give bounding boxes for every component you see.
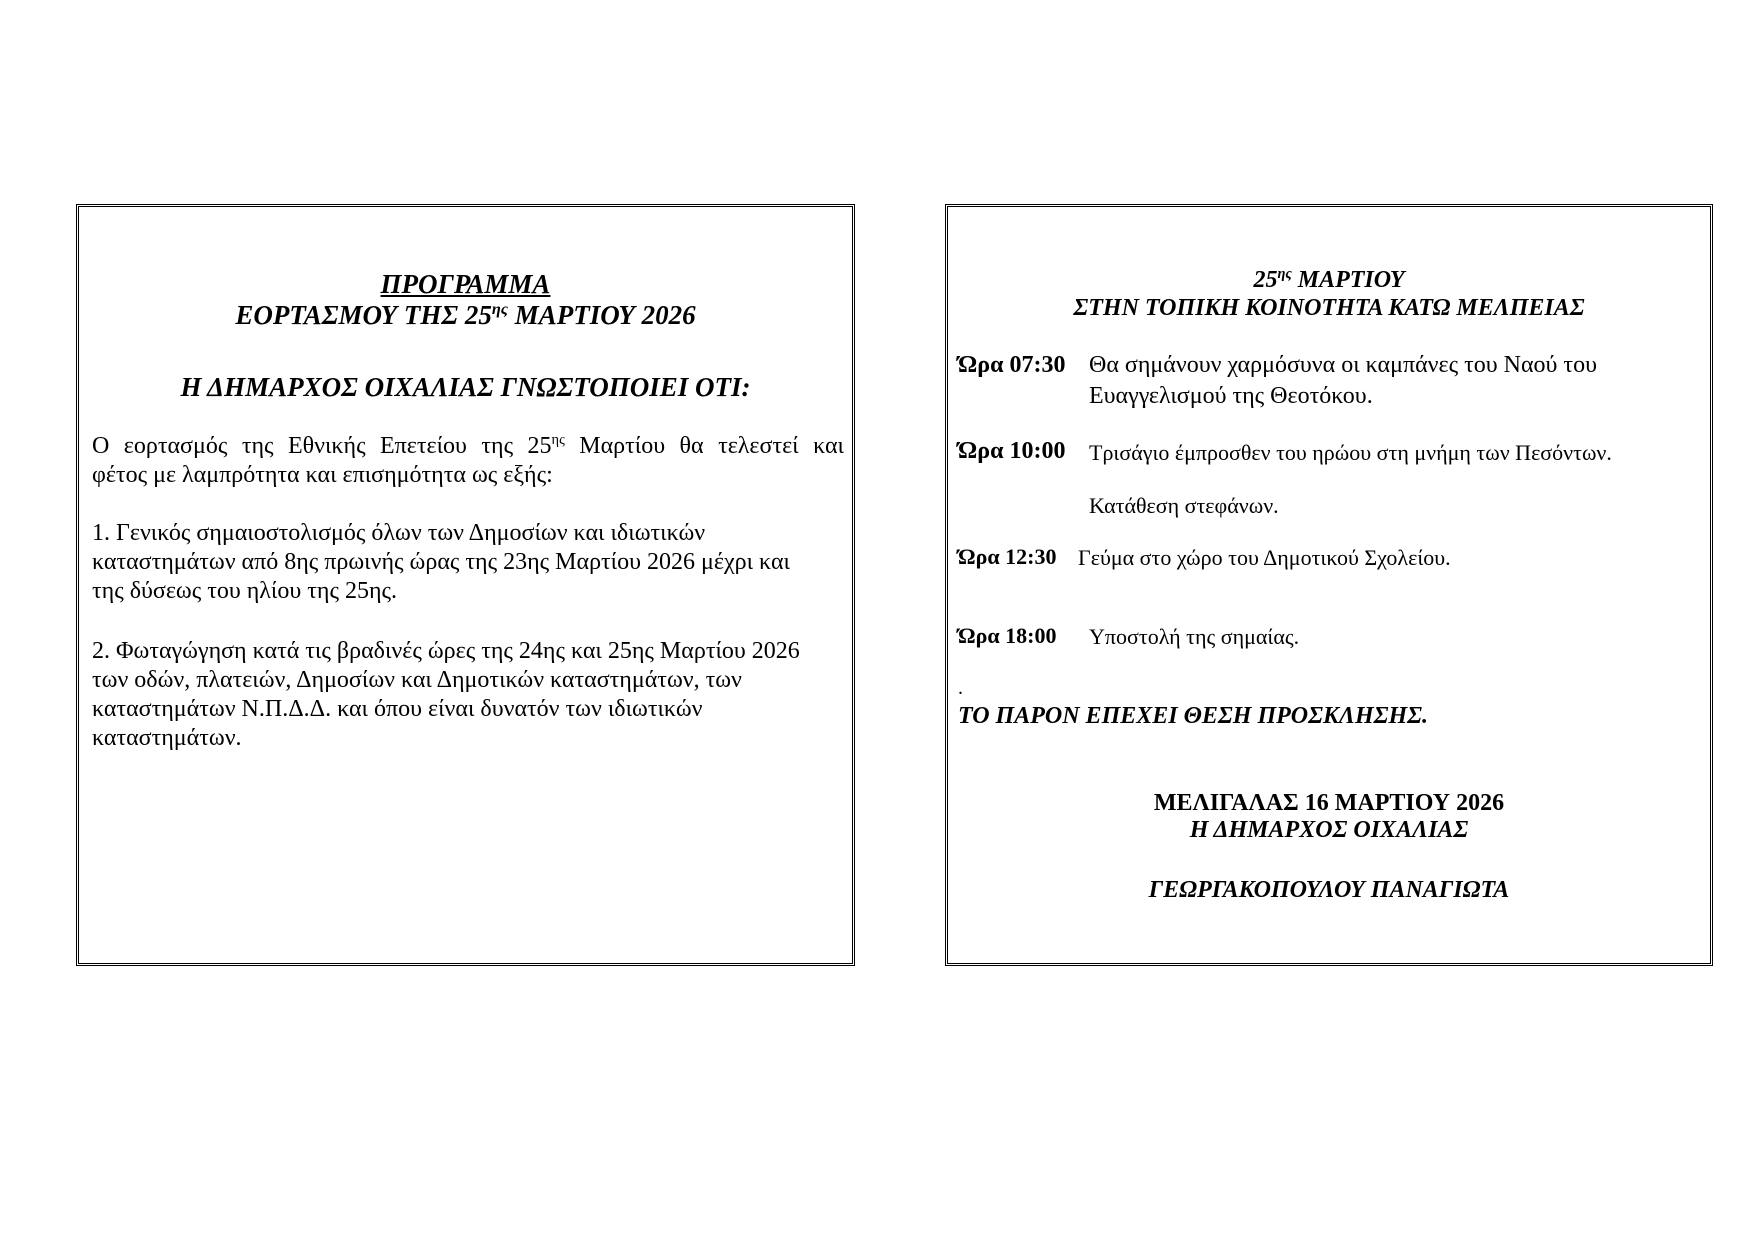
item-1-line: 1. Γενικός σημαιοστολισμός όλων των Δημοσίων και ιδιωτικών (92, 520, 706, 546)
invitation-note: ΤΟ ΠΑΡΟΝ ΕΠΕΧΕΙ ΘΕΣΗ ΠΡΟΣΚΛΗΣΗΣ. (958, 703, 1429, 729)
schedule-description (1089, 490, 1279, 521)
schedule-description-line: Θα σημάνουν χαρμόσυνα οι καμπάνες του Ναού του (1089, 352, 1597, 378)
place-date (948, 790, 1710, 817)
program-title: ΠΡΟΓΡΑΜΜΑ (380, 269, 551, 299)
intro-line-2: φέτος με λαμπρότητα και επισημότητα ως εξής: (92, 462, 553, 488)
item-2-line: καταστημάτων Ν.Π.Δ.Δ. και όπου είναι δυνατόν των ιδιωτικών (92, 696, 703, 722)
local-heading-text-end: ΜΑΡΤΙΟΥ (1291, 267, 1405, 293)
schedule-description (1089, 621, 1299, 652)
schedule-time: Ώρα 10:00 (958, 438, 1066, 464)
item-1-line: της δύσεως του ηλίου της 25ης. (92, 578, 398, 604)
item-1-line: καταστημάτων από 8ης πρωινής ώρας της 23ης Μαρτίου 2026 μέχρι και (92, 549, 790, 575)
intro-line-1-text-end: Μαρτίου θα τελεστεί και (564, 433, 844, 459)
item-2-line: 2. Φωταγώγηση κατά τις βραδινές ώρες της 24ης και 25ης Μαρτίου 2026 (92, 638, 800, 664)
announcement-heading: Η ΔΗΜΑΡΧΟΣ ΟΙΧΑΛΙΑΣ ΓΝΩΣΤΟΠΟΙΕΙ ΟΤΙ: (180, 372, 751, 402)
local-heading-sup: ης (1277, 266, 1292, 282)
schedule-description (1089, 350, 1597, 412)
program-subtitle (79, 300, 852, 331)
schedule-description (1089, 437, 1612, 468)
place-date-text: ΜΕΛΙΓΑΛΑΣ 16 ΜΑΡΤΙΟΥ 2026 (1153, 790, 1505, 816)
signer-title: Η ΔΗΜΑΡΧΟΣ ΟΙΧΑΛΙΑΣ (1189, 817, 1469, 843)
intro-line-1 (92, 432, 844, 461)
schedule-description-line: Κατάθεση στεφάνων. (1089, 493, 1279, 518)
program-subtitle-sup: ης (491, 300, 508, 318)
schedule-description-line: Υποστολή της σημαίας. (1089, 624, 1300, 649)
schedule-description (1078, 542, 1451, 573)
schedule-description-line: Ευαγγελισμού της Θεοτόκου. (1089, 383, 1373, 409)
schedule-time: Ώρα 07:30 (958, 352, 1066, 378)
local-heading (948, 267, 1710, 294)
schedule-time: Ώρα 18:00 (958, 623, 1057, 648)
dot-mark: . (958, 677, 963, 699)
program-subtitle-text: ΕΟΡΤΑΣΜΟΥ ΤΗΣ 25 (235, 300, 492, 330)
local-heading-text: 25 (1253, 267, 1278, 293)
item-2-paragraph (92, 637, 844, 753)
intro-line-1-text: Ο εορτασμός της Εθνικής Επετείου της 25 (92, 433, 552, 459)
schedule-description-line: Τρισάγιο έμπροσθεν του ηρώου στη μνήμη των Πεσόντων. (1089, 440, 1612, 465)
local-heading-line-2: ΣΤΗΝ ΤΟΠΙΚΗ ΚΟΙΝΟΤΗΤΑ ΚΑΤΩ ΜΕΛΠΕΙΑΣ (1073, 295, 1585, 321)
item-2-line: των οδών, πλατειών, Δημοσίων και Δημοτικών καταστημάτων, των (92, 667, 742, 693)
schedule-description-line: Γεύμα στο χώρο του Δημοτικού Σχολείου. (1078, 545, 1451, 570)
local-program-panel (945, 204, 1713, 966)
signer-name: ΓΕΩΡΓΑΚΟΠΟΥΛΟΥ ΠΑΝΑΓΙΩΤΑ (1148, 877, 1510, 903)
schedule-time: Ώρα 12:30 (958, 544, 1057, 569)
program-panel (76, 204, 855, 966)
intro-line-1-sup: ης (551, 432, 565, 448)
item-1-paragraph (92, 519, 844, 606)
item-2-line: καταστημάτων. (92, 725, 242, 751)
program-subtitle-text-end: ΜΑΡΤΙΟΥ 2026 (507, 300, 696, 330)
intro-paragraph (92, 432, 844, 490)
